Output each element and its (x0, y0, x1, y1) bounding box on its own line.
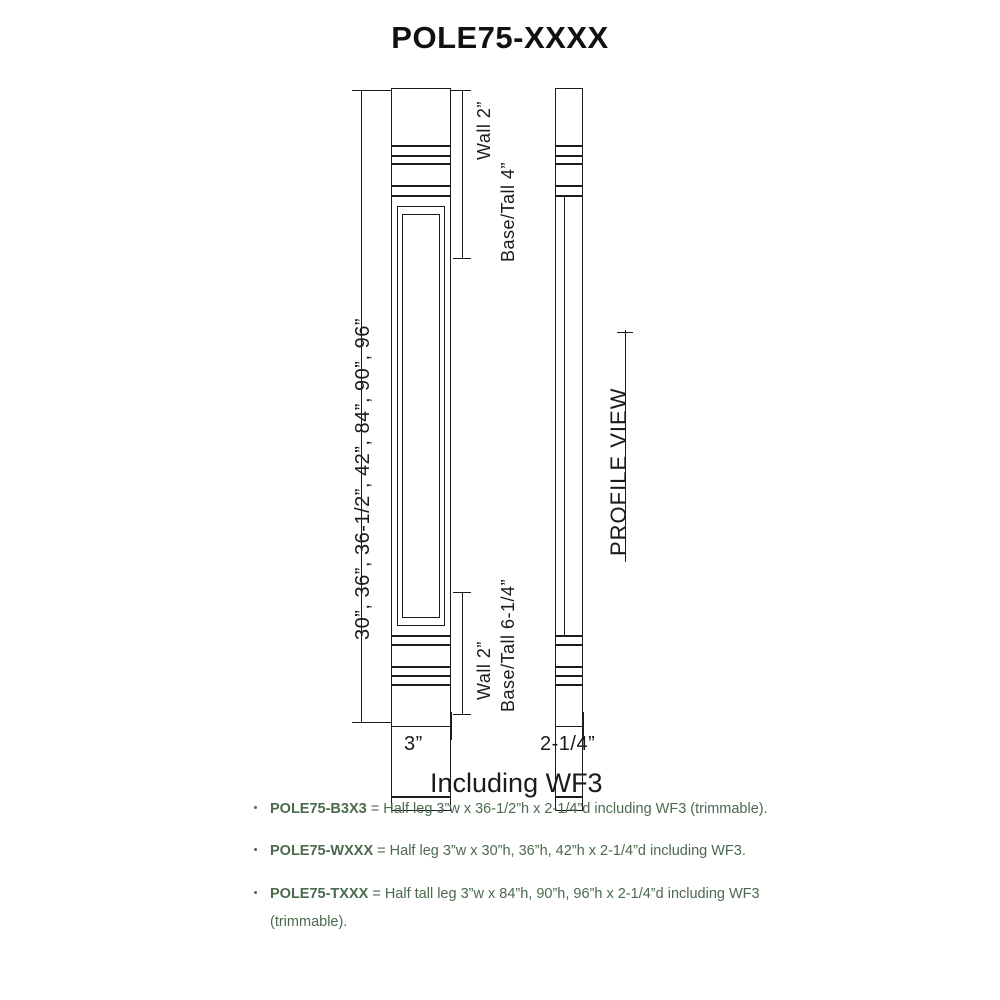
profile-top-collar-band (555, 146, 583, 156)
bullet-dot-icon (254, 891, 257, 894)
list-item (252, 880, 812, 937)
bottom-base-tall-label: Base/Tall 6-1/4” (498, 578, 518, 712)
leg-top-cap (391, 88, 451, 146)
profile-depth-label: 2-1/4” (540, 733, 596, 755)
leg-bottom-taper (391, 645, 451, 667)
leg-shaft-inner-panel-2 (402, 214, 440, 618)
profile-top-taper (555, 164, 583, 186)
top-section-tick-bottom (453, 258, 471, 259)
bullet-dot-icon (254, 848, 257, 851)
leg-top-neck (391, 186, 451, 196)
profile-shaft (555, 196, 583, 636)
profile-view-leg-drawing (555, 88, 583, 720)
note-code: POLE75-WXXX (270, 843, 374, 860)
including-wf3-label: Including WF3 (430, 768, 603, 798)
height-list-label: 30”, 36”, 36-1/2”, 42”, 84”, 90”, 96” (352, 318, 374, 640)
leg-bottom-collar-band-2 (391, 676, 451, 685)
page-title: POLE75-XXXX (391, 20, 609, 55)
bottom-section-tick-top (453, 592, 471, 593)
bottom-section-dimension-line (462, 592, 463, 714)
note-text: = Half leg 3”w x 36-1/2”h x 2-1/4”d including WF3 (trimmable). (366, 801, 768, 817)
profile-top-cap (555, 88, 583, 146)
profile-bottom-taper (555, 645, 583, 667)
profile-top-collar-band-2 (555, 156, 583, 164)
profile-shaft-edge-line (564, 197, 565, 635)
front-view-leg-drawing (391, 88, 451, 720)
bottom-section-tick-bottom (453, 714, 471, 715)
list-item (252, 795, 812, 823)
note-text: = Half tall leg 3”w x 84”h, 90”h, 96”h x 2-1/4”d including WF3 (trimmable). (270, 885, 760, 930)
leg-top-collar-band (391, 146, 451, 156)
note-text: = Half leg 3”w x 30”h, 36”h, 42”h x 2-1/4”d including WF3. (373, 843, 746, 860)
leg-bottom-neck (391, 636, 451, 645)
bottom-wall-label: Wall 2” (474, 641, 494, 700)
front-width-ext-right (451, 712, 452, 740)
height-dim-leader-top (361, 90, 391, 91)
note-code: POLE75-TXXX (270, 885, 369, 902)
top-wall-label: Wall 2” (474, 101, 494, 160)
front-width-dim-line (391, 726, 451, 727)
profile-bottom-neck (555, 636, 583, 645)
note-code: POLE75-B3X3 (270, 801, 367, 817)
leg-top-taper (391, 164, 451, 186)
profile-depth-dim-line (555, 726, 583, 727)
top-section-dimension-line (462, 90, 463, 258)
height-dim-leader-bottom (361, 722, 391, 723)
profile-view-label: PROFILE VIEW (606, 387, 631, 556)
leg-top-collar-band-2 (391, 156, 451, 164)
notes-list (252, 795, 812, 950)
profile-top-neck (555, 186, 583, 196)
top-base-tall-label: Base/Tall 4” (498, 161, 518, 262)
bullet-dot-icon (254, 806, 257, 809)
list-item (252, 837, 812, 865)
profile-bottom-collar-band (555, 667, 583, 676)
profile-label-arrow (617, 332, 633, 333)
front-width-label: 3” (404, 733, 423, 755)
top-section-leader (451, 90, 463, 91)
leg-bottom-collar-band (391, 667, 451, 676)
profile-bottom-collar-band-2 (555, 676, 583, 685)
